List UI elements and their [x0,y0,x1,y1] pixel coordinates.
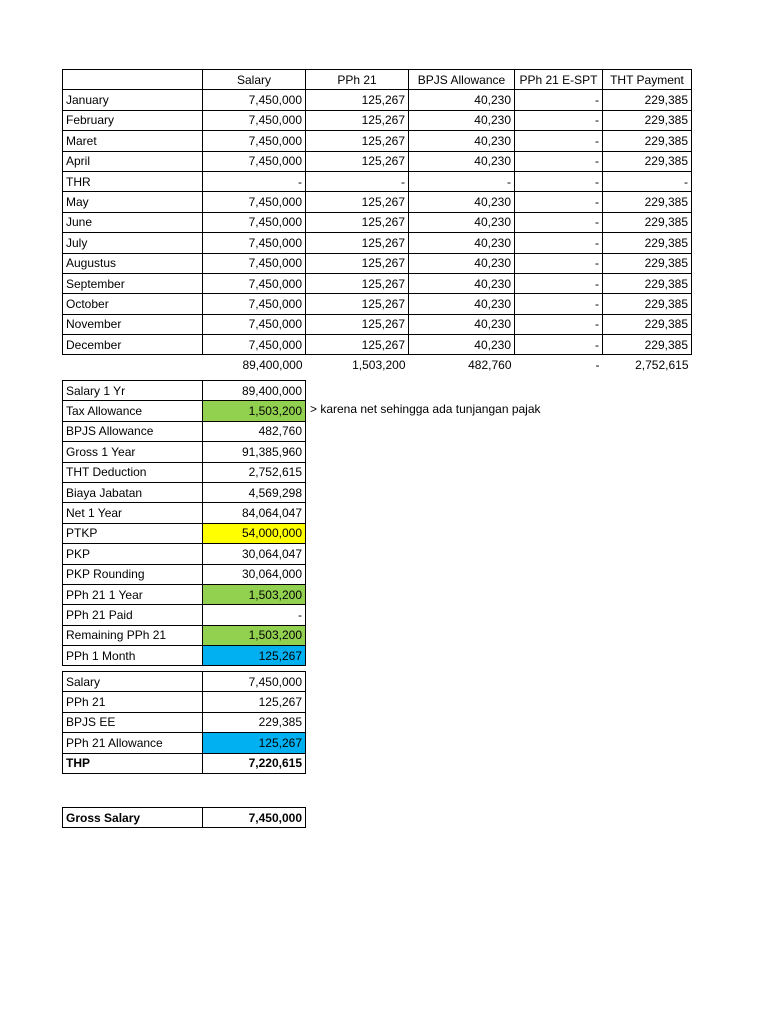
month-value[interactable]: 125,267 [306,253,409,273]
totals-row [63,355,692,375]
column-header: THT Payment [603,70,692,90]
month-value[interactable]: 229,385 [603,273,692,293]
month-value[interactable]: 229,385 [603,294,692,314]
annual-row-value[interactable]: 1,503,200 [203,625,306,645]
thp-row-label[interactable]: PPh 21 Allowance [63,733,203,753]
annual-row-label[interactable]: Remaining PPh 21 [63,625,203,645]
month-label[interactable]: December [63,335,203,355]
month-value[interactable]: 229,385 [603,314,692,334]
thp-row [63,753,306,773]
annual-row-label[interactable]: PKP [63,544,203,564]
month-value[interactable]: - [515,151,603,171]
month-value[interactable]: - [409,171,515,191]
month-label[interactable]: January [63,90,203,110]
month-value[interactable]: 40,230 [409,335,515,355]
month-value[interactable]: 40,230 [409,233,515,253]
annual-row-label[interactable]: Gross 1 Year [63,442,203,462]
month-label[interactable]: THR [63,171,203,191]
month-row [63,171,692,191]
month-value[interactable]: 125,267 [306,273,409,293]
annual-row-label[interactable]: Biaya Jabatan [63,482,203,502]
annual-row [63,584,306,604]
annual-row [63,462,306,482]
total-value[interactable]: 482,760 [468,358,512,373]
annual-row [63,503,306,523]
thp-row-value[interactable]: 7,450,000 [203,672,306,692]
total-value[interactable]: 89,400,000 [242,358,303,373]
thp-row-value[interactable]: 125,267 [203,692,306,712]
month-value[interactable]: 7,450,000 [203,294,306,314]
annual-row-label[interactable]: Net 1 Year [63,503,203,523]
month-label[interactable]: Maret [63,131,203,151]
month-value[interactable]: 229,385 [603,335,692,355]
month-value[interactable]: 125,267 [306,151,409,171]
annual-row-value[interactable]: 1,503,200 [203,584,306,604]
month-value[interactable]: - [515,90,603,110]
month-row [63,253,692,273]
annual-row-value[interactable]: 1,503,200 [203,401,306,421]
month-value[interactable]: 40,230 [409,212,515,232]
annual-row-value[interactable]: 2,752,615 [203,462,306,482]
annual-row-value[interactable]: 30,064,047 [203,544,306,564]
month-value[interactable]: 125,267 [306,233,409,253]
thp-row-value[interactable]: 229,385 [203,712,306,732]
month-value[interactable]: 7,450,000 [203,233,306,253]
annual-row [63,544,306,564]
column-header: PPh 21 [306,70,409,90]
annual-row [63,564,306,584]
annual-row [63,442,306,462]
total-value[interactable]: 2,752,615 [635,358,689,373]
month-value[interactable]: 40,230 [409,192,515,212]
month-value[interactable]: 40,230 [409,90,515,110]
annual-row [63,482,306,502]
month-value[interactable]: 7,450,000 [203,253,306,273]
thp-row-label[interactable]: Salary [63,672,203,692]
month-value[interactable]: 125,267 [306,294,409,314]
month-label[interactable]: February [63,110,203,130]
month-label[interactable]: September [63,273,203,293]
month-value[interactable]: 40,230 [409,253,515,273]
month-value[interactable]: 40,230 [409,273,515,293]
month-value[interactable]: 229,385 [603,151,692,171]
month-label[interactable]: July [63,233,203,253]
column-header: BPJS Allowance [409,70,515,90]
month-value[interactable]: 125,267 [306,314,409,334]
annual-row-value[interactable]: 91,385,960 [203,442,306,462]
month-row [63,273,692,293]
month-value[interactable]: 125,267 [306,192,409,212]
month-value[interactable]: - [515,192,603,212]
annual-row [63,523,306,543]
month-value[interactable]: - [515,131,603,151]
annual-row-label[interactable]: PPh 21 Paid [63,605,203,625]
annual-row-label[interactable]: Tax Allowance [63,401,203,421]
month-value[interactable]: 40,230 [409,314,515,334]
month-value[interactable]: 7,450,000 [203,151,306,171]
month-value[interactable]: 40,230 [409,131,515,151]
month-value[interactable]: 7,450,000 [203,212,306,232]
month-value[interactable]: 229,385 [603,253,692,273]
month-value[interactable]: 40,230 [409,294,515,314]
annual-row-label[interactable]: THT Deduction [63,462,203,482]
month-value[interactable]: - [515,212,603,232]
month-value[interactable]: - [515,110,603,130]
month-value[interactable]: 7,450,000 [203,110,306,130]
month-value[interactable]: - [515,294,603,314]
month-label[interactable]: Augustus [63,253,203,273]
month-value[interactable]: 229,385 [603,233,692,253]
annual-row-label[interactable]: PKP Rounding [63,564,203,584]
month-value[interactable]: 7,450,000 [203,192,306,212]
month-value[interactable]: - [515,233,603,253]
month-value[interactable]: 229,385 [603,90,692,110]
annual-row-label[interactable]: BPJS Allowance [63,421,203,441]
month-label[interactable]: June [63,212,203,232]
month-label[interactable]: April [63,151,203,171]
month-value[interactable]: 229,385 [603,192,692,212]
month-value[interactable]: - [515,335,603,355]
month-value[interactable]: 229,385 [603,212,692,232]
thp-row-label[interactable]: BPJS EE [63,712,203,732]
thp-row [63,692,306,712]
gross-salary-row [63,808,306,828]
month-row [63,314,692,334]
thp-row [63,733,306,753]
thp-row-value[interactable]: 125,267 [203,733,306,753]
gross-salary-label: Gross Salary [63,808,203,828]
month-label[interactable]: May [63,192,203,212]
annual-row-label[interactable]: PPh 21 1 Year [63,584,203,604]
month-value[interactable]: 125,267 [306,110,409,130]
month-label[interactable]: October [63,294,203,314]
month-value[interactable]: 229,385 [603,131,692,151]
take-home-pay-table [62,671,306,774]
annual-row [63,381,306,401]
month-value[interactable]: - [515,273,603,293]
month-value[interactable]: 7,450,000 [203,90,306,110]
annual-row-value[interactable]: - [203,605,306,625]
month-value[interactable]: 40,230 [409,151,515,171]
month-value[interactable]: 125,267 [306,90,409,110]
month-value[interactable]: - [203,171,306,191]
month-row [63,151,692,171]
thp-row-label[interactable]: THP [63,753,203,773]
column-header: Salary [203,70,306,90]
column-header: PPh 21 E-SPT [515,70,603,90]
month-value[interactable]: 7,450,000 [203,314,306,334]
annual-row [63,421,306,441]
gross-salary-table [62,807,306,828]
month-row [63,131,692,151]
annual-row-value[interactable]: 125,267 [203,646,306,666]
annual-row-value[interactable]: 4,569,298 [203,482,306,502]
month-label[interactable]: November [63,314,203,334]
annual-row-label[interactable]: PPh 1 Month [63,646,203,666]
monthly-table [62,69,692,375]
month-value[interactable]: 7,450,000 [203,273,306,293]
header-row [63,70,692,90]
total-value[interactable]: 1,503,200 [352,358,406,373]
annual-row [63,646,306,666]
month-value[interactable]: 40,230 [409,110,515,130]
tax-allowance-note: > karena net sehingga ada tunjangan pajak [310,402,541,416]
month-value[interactable]: 229,385 [603,110,692,130]
total-value[interactable] [63,355,203,375]
annual-calc-table [62,380,306,666]
thp-row [63,672,306,692]
annual-row [63,625,306,645]
month-value[interactable]: 125,267 [306,335,409,355]
month-row [63,233,692,253]
thp-row-label[interactable]: PPh 21 [63,692,203,712]
month-value[interactable]: 7,450,000 [203,131,306,151]
month-value[interactable]: - [515,314,603,334]
thp-row [63,712,306,732]
thp-row-value[interactable]: 7,220,615 [203,753,306,773]
annual-row-value[interactable]: 89,400,000 [203,381,306,401]
column-header [63,70,203,90]
annual-row [63,605,306,625]
total-value[interactable]: - [595,358,600,373]
annual-row-value[interactable]: 54,000,000 [203,523,306,543]
month-row [63,192,692,212]
month-row [63,90,692,110]
month-value[interactable]: 125,267 [306,131,409,151]
month-row [63,212,692,232]
annual-row-label[interactable]: PTKP [63,523,203,543]
month-value[interactable]: - [515,171,603,191]
gross-salary-value: 7,450,000 [203,808,306,828]
month-row [63,294,692,314]
annual-row-label[interactable]: Salary 1 Yr [63,381,203,401]
month-value[interactable]: - [515,253,603,273]
month-value[interactable]: - [603,171,692,191]
month-row [63,110,692,130]
month-value[interactable]: 7,450,000 [203,335,306,355]
annual-row [63,401,306,421]
month-row [63,335,692,355]
annual-row-value[interactable]: 30,064,000 [203,564,306,584]
annual-row-value[interactable]: 84,064,047 [203,503,306,523]
month-value[interactable]: 125,267 [306,212,409,232]
annual-row-value[interactable]: 482,760 [203,421,306,441]
month-value[interactable]: - [306,171,409,191]
